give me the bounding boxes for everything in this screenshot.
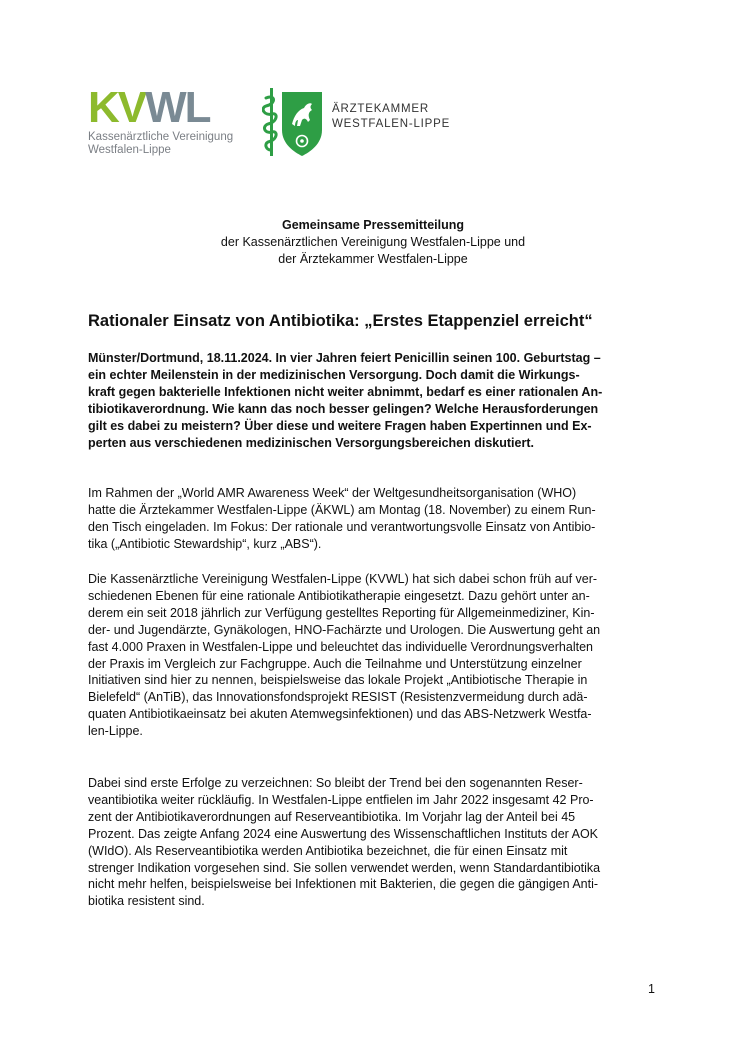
- text-line: veantibiotika weiter rückläufig. In Westfalen-Lippe entfielen im Jahr 2022 insgesamt 42 Pro-: [88, 792, 594, 807]
- aekwl-shield-icon: [262, 86, 326, 160]
- press-release-subtitle-1: der Kassenärztlichen Vereinigung Westfalen-Lippe und: [220, 235, 526, 249]
- kvwl-logo: [88, 83, 248, 157]
- text-line: fast 4.000 Praxen in Westfalen-Lippe und beleuchtet das individuelle Verordnungsverhalten: [88, 639, 593, 654]
- text-line: (WIdO). Als Reserveantibiotika werden Antibiotika bezeichnet, die für einen Einsatz mit: [88, 843, 568, 858]
- page-number: 1: [648, 982, 655, 996]
- kvwl-name-line2: Westfalen-Lippe: [88, 144, 171, 156]
- press-release-title: Gemeinsame Pressemitteilung: [281, 218, 465, 232]
- text-line: kraft gegen bakterielle Infektionen nicht weiter abnimmt, bedarf es einer rationalen An-: [88, 384, 603, 399]
- text-line: der- und Jugendärzte, Gynäkologen, HNO-Fachärzte und Urologen. Die Auswertung geht an: [88, 622, 601, 637]
- text-line: hatte die Ärztekammer Westfalen-Lippe (ÄKWL) am Montag (18. November) zu einem Run-: [88, 502, 596, 517]
- text-line: Prozent. Das zeigte Anfang 2024 eine Auswertung des Wissenschaftlichen Instituts der AOK: [88, 826, 599, 841]
- text-line: strenger Indikation vorgesehen sind. Sie sollen verwendet werden, wenn Standardantibiotika: [88, 860, 601, 875]
- text-line: der Praxis im Vergleich zur Fachgruppe. Auch die Teilnahme und Unterstützung einzelner: [88, 656, 582, 671]
- text-line: Bielefeld“ (AnTiB), das Innovationsfondsprojekt RESIST (Resistenzvermeidung durch adä-: [88, 690, 588, 705]
- text-line: derem ein seit 2018 jährlich zur Verfügung gestelltes Reporting für Allgemeinmediziner, Kin-: [88, 605, 595, 620]
- press-release-subtitle-2: der Ärztekammer Westfalen-Lippe: [278, 252, 468, 266]
- aekwl-name-line1: ÄRZTEKAMMER: [332, 103, 429, 115]
- article-headline: Rationaler Einsatz von Antibiotika: „Erstes Etappenziel erreicht“: [88, 312, 593, 330]
- text-line: Münster/Dortmund, 18.11.2024. In vier Jahren feiert Penicillin seinen 100. Geburtstag –: [88, 351, 601, 365]
- paragraph-1: [88, 485, 660, 553]
- text-line: tibiotikaverordnung. Wie kann das noch besser gelingen? Welche Herausforderungen: [88, 401, 599, 416]
- kvwl-name-line1: Kassenärztliche Vereinigung: [88, 131, 234, 143]
- text-line: perten aus verschiedenen medizinischen Versorgungsbereichen diskutiert.: [88, 435, 534, 450]
- aekwl-logo: [262, 86, 462, 158]
- text-line: quaten Antibiotikaeinsatz bei akuten Atemwegsinfektionen) und das ABS-Netzwerk Westfa-: [88, 707, 592, 722]
- text-line: tika („Antibiotic Stewardship“, kurz „ABS“).: [88, 536, 322, 551]
- text-line: den Tisch eingeladen. Im Fokus: Der rationale und verantwortungsvolle Einsatz von Antibio-: [88, 519, 596, 534]
- text-line: len-Lippe.: [88, 724, 143, 739]
- text-line: zent der Antibiotikaverordnungen auf Reserveantibiotika. Im Vorjahr lag der Anteil bei 45: [88, 809, 576, 824]
- text-line: biotika resistent sind.: [88, 894, 205, 909]
- paragraph-2: [88, 571, 660, 740]
- text-line: Im Rahmen der „World AMR Awareness Week“ der Weltgesundheitsorganisation (WHO): [88, 486, 577, 500]
- kvwl-wordmark: KVWL: [88, 83, 210, 132]
- aekwl-name: [332, 102, 450, 132]
- press-release-header: [88, 217, 658, 268]
- text-line: Dabei sind erste Erfolge zu verzeichnen: So bleibt der Trend bei den sogenannten Reser-: [88, 776, 583, 790]
- text-line: Die Kassenärztliche Vereinigung Westfalen-Lippe (KVWL) hat sich dabei schon früh auf ver-: [88, 572, 598, 586]
- text-line: schiedenen Ebenen für eine rationale Antibiotikatherapie eingesetzt. Dazu gehört unter an-: [88, 588, 590, 603]
- article-lead: [88, 350, 660, 451]
- text-line: nicht mehr helfen, beispielsweise bei Infektionen mit Bakterien, die gegen die gängigen Anti-: [88, 877, 599, 892]
- paragraph-3: [88, 775, 660, 910]
- text-line: Initiativen sind hier zu nennen, beispielsweise das lokale Projekt „Antibiotische Therapie in: [88, 673, 588, 688]
- aekwl-name-line2: WESTFALEN-LIPPE: [332, 118, 451, 130]
- text-line: ein echter Meilenstein in der medizinischen Versorgung. Doch damit die Wirkungs-: [88, 367, 580, 382]
- text-line: gilt es dabei zu meistern? Über diese und weitere Fragen haben Expertinnen und Ex-: [88, 418, 592, 433]
